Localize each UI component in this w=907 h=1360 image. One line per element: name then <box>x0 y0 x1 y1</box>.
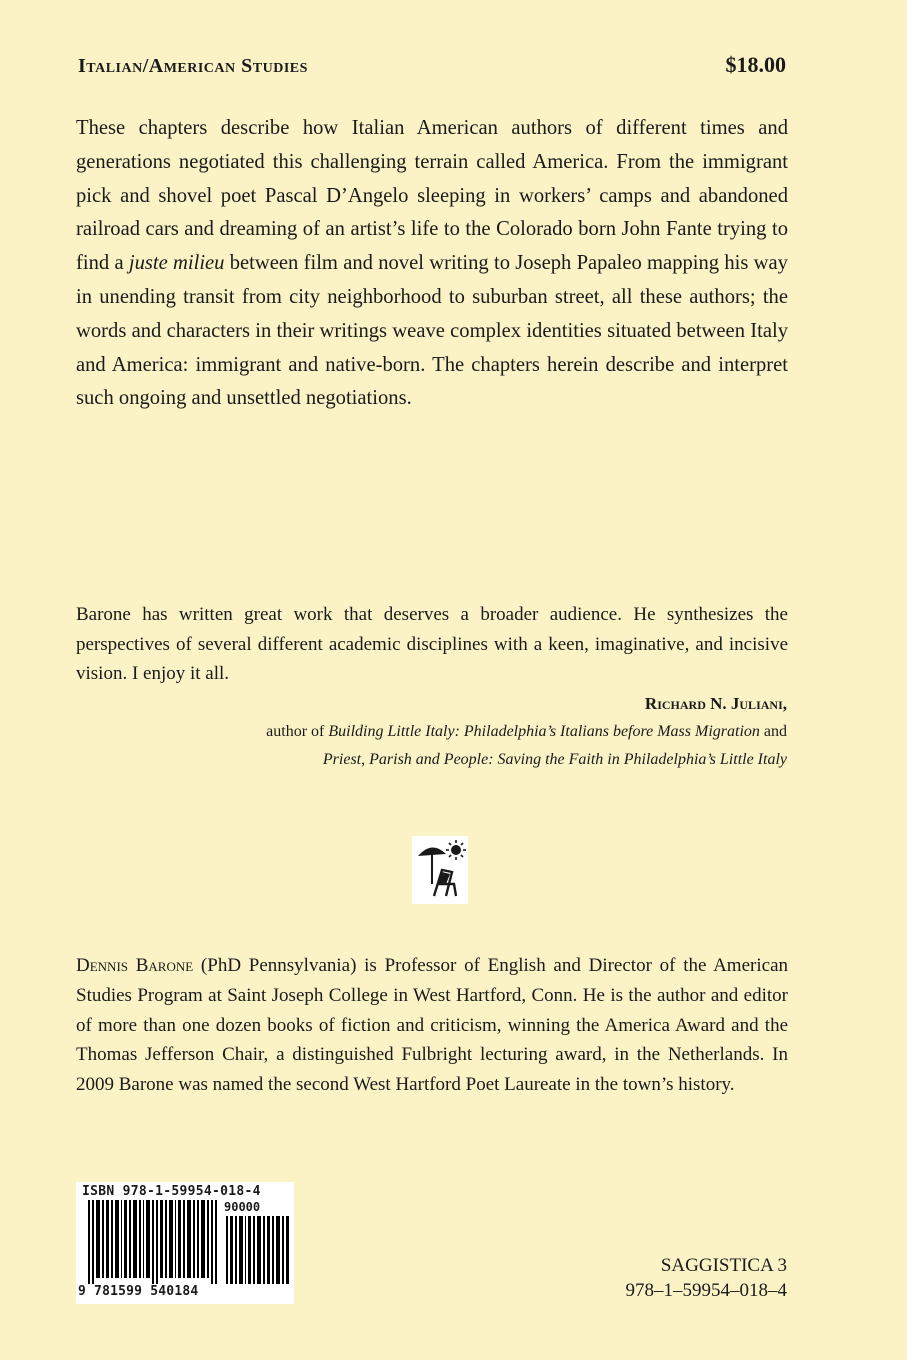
imprint-isbn: 978–1–59954–018–4 <box>625 1280 787 1301</box>
author-bio <box>76 951 788 1100</box>
author-prefix: author of <box>266 723 329 740</box>
and-text: and <box>759 723 787 740</box>
publisher-logo-icon <box>412 836 468 904</box>
blurb-text-2: between film and novel writing to Joseph Papaleo mapping his way in unending transit from city neighborhood to suburban street, all these authors; the words and characters in their writings weave complex identities situated between Italy and America: immigrant and native-born. The chapters herein describe and interpret such ongoing and unsettled negotiations. <box>76 252 788 410</box>
endorser-book-1: Building Little Italy: Philadelphia’s Italians before Mass Migration <box>328 723 760 740</box>
price-addon-bars <box>226 1216 290 1284</box>
price: $18.00 <box>725 52 786 77</box>
endorser-name: Richard N. Juliani, <box>644 694 787 713</box>
endorsement-attribution <box>266 690 787 774</box>
isbn-label: ISBN 978-1-59954-018-4 <box>82 1184 261 1199</box>
header <box>78 52 786 82</box>
blurb-text-1: These chapters describe how Italian American authors of different times and generations negotiated this challenging terrain called America. From the immigrant pick and shovel poet Pascal D’Angelo sleeping in workers’ camps and abandoned railroad cars and dreaming of an artist’s life to the Colorado born John Fante trying to find a <box>76 117 788 275</box>
series-title: Italian/American Studies <box>78 55 308 77</box>
bio-text: (PhD Pennsylvania) is Professor of English and Director of the American Studies Program at Saint Joseph College in West Hartford, Conn. He is the author and editor of more than one dozen books of fiction and criticism, winning the America Award and the Thomas Jefferson Chair, a distinguished Fulbright lecturing award, in the Netherlands. In 2009 Barone was named the second West Hartford Poet Laureate in the town’s history. <box>76 955 788 1096</box>
barcode-digits: 9 781599 540184 <box>78 1284 199 1299</box>
isbn-barcode <box>76 1182 294 1304</box>
quote-text: Barone has written great work that deserves a broader audience. He synthesizes the perspectives of several different academic disciplines with a keen, imaginative, and incisive vision. I enjoy it all. <box>76 604 788 684</box>
back-cover-blurb <box>76 112 788 416</box>
endorsement-quote <box>76 600 788 689</box>
endorser-book-2: Priest, Parish and People: Saving the Faith in Philadelphia’s Little Italy <box>322 751 787 768</box>
bio-author-name: Dennis Barone <box>76 955 194 976</box>
barcode-price-code: 90000 <box>224 1200 261 1214</box>
blurb-emphasis: juste milieu <box>128 252 225 275</box>
imprint-series: SAGGISTICA 3 <box>660 1255 787 1276</box>
imprint <box>626 1253 788 1303</box>
